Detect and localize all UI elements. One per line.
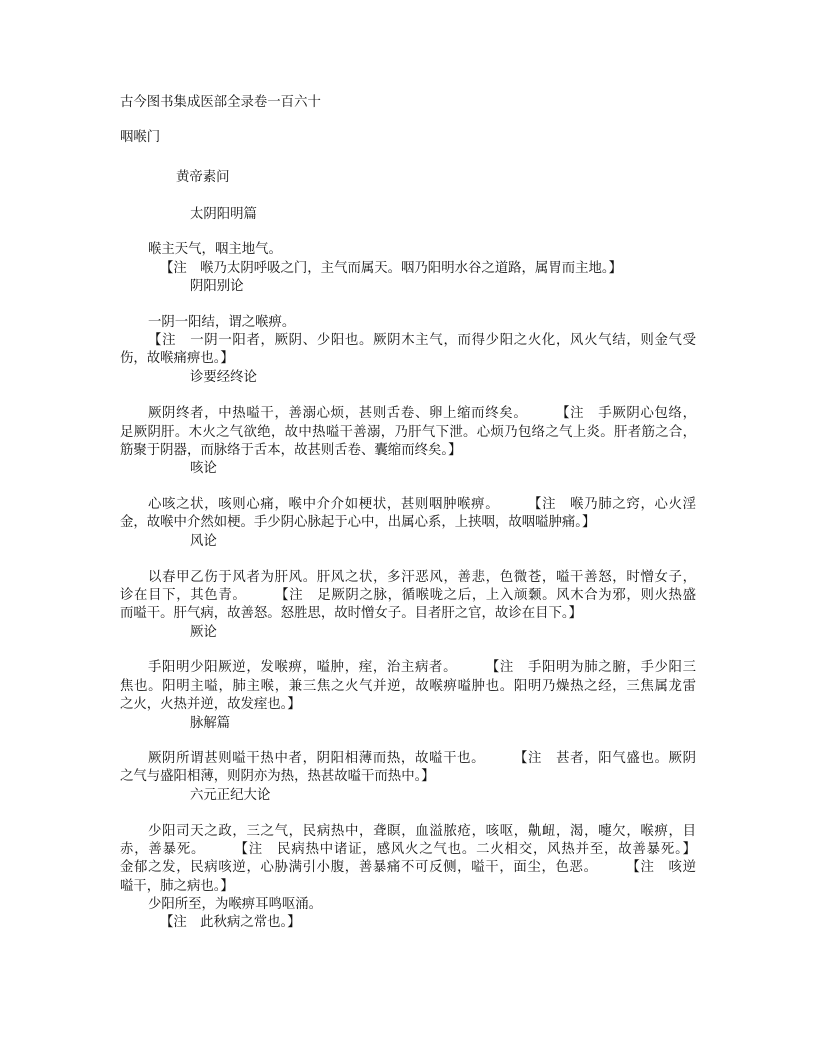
chapter-heading: 六元正纪大论 — [190, 788, 271, 803]
document-title: 古今图书集成医部全录卷一百六十 — [120, 95, 321, 110]
chapter-heading: 诊要经终论 — [190, 370, 257, 385]
chapter-heading: 阴阳别论 — [190, 279, 244, 294]
chapter-heading: 咳论 — [190, 461, 217, 476]
annotation-line: 诊在目下，其色青。 【注 足厥阴之脉，循喉咙之后，上入颃颡。风木合为邪，则火热盛 — [120, 588, 696, 603]
annotation-line: 伤，故喉痛痹也。】 — [120, 351, 234, 366]
text-line: 厥阴终者，中热嗌干，善溺心烦，甚则舌卷、卵上缩而终矣。 【注 手厥阴心包络， — [148, 406, 696, 421]
text-line: 金郁之发，民病咳逆，心胁满引小腹，善暴痛不可反侧，嗌干，面尘，色恶。 【注 咳逆 — [120, 860, 696, 875]
text-line: 喉主天气，咽主地气。 — [148, 242, 282, 257]
annotation-line: 【注 此秋病之常也。】 — [160, 915, 301, 930]
annotation-line: 金，故喉中介然如梗。手少阴心脉起于心中，出属心系，上挟咽，故咽嗌肿痛。】 — [120, 515, 596, 530]
text-line: 手阳明少阳厥逆，发喉痹，嗌肿，痓，治主病者。 【注 手阳明为肺之腑，手少阳三 — [148, 660, 696, 675]
annotation-line: 【注 一阴一阳者，厥阴、少阳也。厥阴木主气，而得少阳之火化，风火气结，则金气受 — [148, 333, 696, 348]
text-line: 少阳司天之政，三之气，民病热中，聋瞑，血溢脓疮，咳呕，鼽衄，渴，嚏欠，喉痹，目 — [148, 824, 696, 839]
text-line: 心咳之状，咳则心痛，喉中介介如梗状，甚则咽肿喉痹。 【注 喉乃肺之窍，心火淫 — [148, 497, 696, 512]
annotation-line: 而嗌干。肝气病，故善怒。怒胜思，故时憎女子。目者肝之官，故诊在目下。】 — [120, 606, 582, 621]
section-title: 咽喉门 — [120, 130, 161, 145]
text-line: 一阴一阳结，谓之喉痹。 — [148, 315, 296, 330]
text-line: 以春甲乙伤于风者为肝风。肝风之状，多汗恶风，善悲，色微苍，嗌干善怒，时憎女子， — [148, 570, 696, 585]
annotation-line: 嗌干，肺之病也。】 — [120, 879, 234, 894]
annotation-line: 【注 喉乃太阴呼吸之门，主气而属天。咽乃阳明水谷之道路，属胃而主地。】 — [160, 261, 622, 276]
text-line: 厥阴所谓甚则嗌干热中者，阴阳相薄而热，故嗌干也。 【注 甚者，阳气盛也。厥阴 — [148, 751, 696, 766]
text-line: 少阳所至，为喉痹耳鸣呕涌。 — [148, 897, 323, 912]
annotation-line: 足厥阴肝。木火之气欲绝，故中热嗌干善溺，乃肝气下泄。心烦乃包络之气上炎。肝者筋之合， — [120, 425, 696, 440]
annotation-line: 之火，火热并逆，故发痓也。】 — [120, 697, 301, 712]
annotation-line: 焦也。阳明主嗌，肺主喉，兼三焦之火气并逆，故喉痹嗌肿也。阳明乃燥热之经，三焦属龙雷 — [120, 679, 696, 694]
chapter-heading: 厥论 — [190, 625, 217, 640]
chapter-heading: 脉解篇 — [190, 716, 231, 731]
chapter-heading: 太阴阳明篇 — [190, 207, 257, 222]
book-title: 黄帝素问 — [176, 170, 230, 185]
chapter-heading: 风论 — [190, 534, 217, 549]
annotation-line: 筋聚于阴器，而脉络于舌本，故甚则舌卷、囊缩而终矣。】 — [120, 443, 462, 458]
annotation-line: 赤，善暴死。 【注 民病热中诸证，感风火之气也。二火相交，风热并至，故善暴死。】 — [120, 842, 696, 857]
annotation-line: 之气与盛阳相薄，则阴亦为热，热甚故嗌干而热中。】 — [120, 769, 435, 784]
